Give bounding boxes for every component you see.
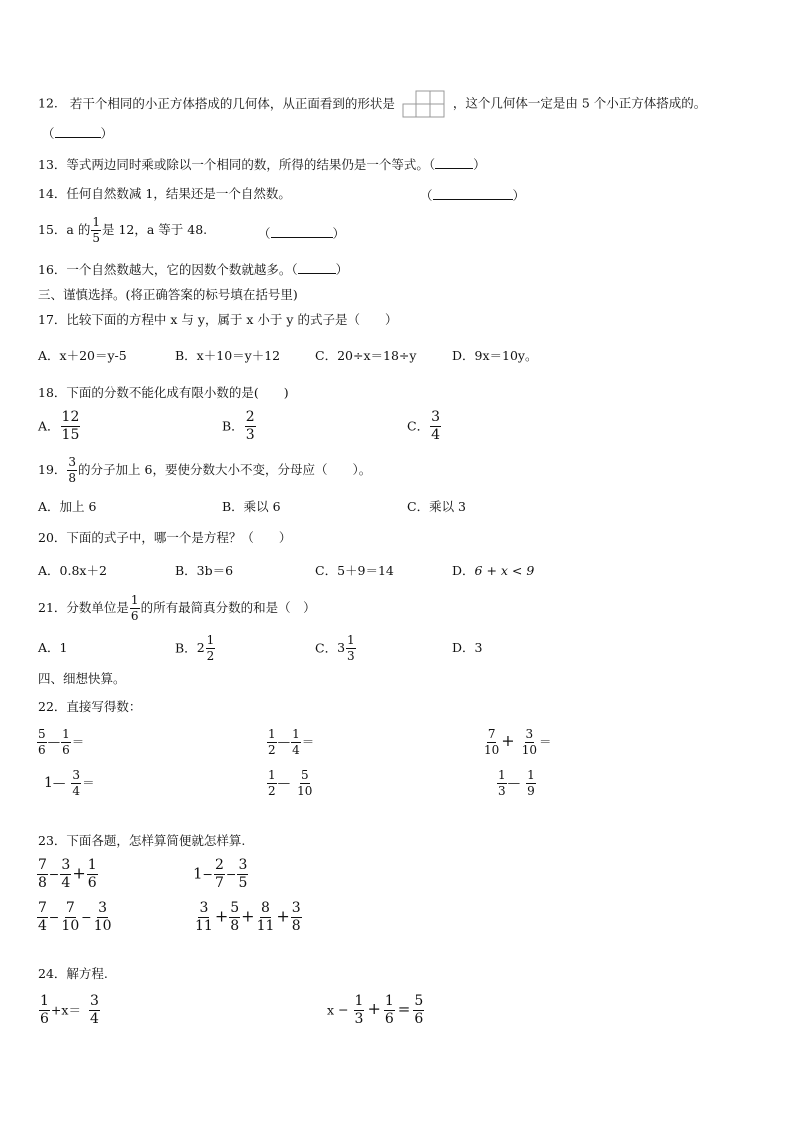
question-number: 21． bbox=[38, 600, 67, 616]
question-number: 20． bbox=[38, 530, 67, 545]
section-heading: 三、谨慎选择。(将正确答案的标号填在括号里) bbox=[38, 287, 298, 302]
expression: $\frac{1}{3}$ — $\frac{1}{9}$ bbox=[498, 768, 535, 799]
question-number: 24． bbox=[38, 966, 67, 981]
answer-blank[interactable] bbox=[271, 226, 333, 238]
question-text: 下面各题，怎样算简便就怎样算. bbox=[66, 833, 246, 848]
question-text: 解方程. bbox=[66, 966, 108, 981]
option-b[interactable]: B．x＋10＝y＋12 bbox=[175, 348, 281, 363]
question-18 bbox=[38, 387, 289, 400]
expression: $\frac{7}{10}$ + $\frac{3}{10}$ ＝ bbox=[484, 727, 552, 758]
question-17 bbox=[38, 314, 397, 327]
option-a[interactable]: A．0.8x＋2 bbox=[38, 563, 107, 578]
fraction: $\frac{1}{3}$ bbox=[347, 633, 355, 664]
answer-blank[interactable] bbox=[435, 157, 473, 169]
option-b[interactable]: B． 2 $\frac{1}{2}$ bbox=[175, 633, 215, 664]
fraction: $\frac{2}{3}$ bbox=[245, 409, 255, 444]
option-b[interactable]: B．3b＝6 bbox=[175, 563, 234, 578]
question-20 bbox=[38, 532, 291, 545]
question-text: 若干个相同的小正方体搭成的几何体，从正面看到的形状是 bbox=[69, 95, 395, 111]
question-number: 14． bbox=[38, 186, 67, 201]
option-d[interactable]: D．6 + x < 9 bbox=[452, 563, 535, 578]
expression: 1− $\frac{2}{7}$ − $\frac{3}{5}$ bbox=[193, 857, 248, 892]
question-12 bbox=[38, 90, 706, 118]
option-a[interactable]: A．1 bbox=[38, 640, 68, 655]
fraction: $\frac{1}{6}$ bbox=[130, 593, 139, 624]
expression: $\frac{1}{2}$ — $\frac{1}{4}$ ＝ bbox=[268, 727, 315, 758]
question-number: 19． bbox=[38, 462, 67, 478]
expression: $\frac{1}{2}$ — $\frac{5}{10}$ bbox=[268, 768, 313, 799]
question-number: 16． bbox=[38, 262, 67, 277]
option-b[interactable]: B．乘以 6 bbox=[222, 499, 281, 514]
expression: $\frac{7}{4}$ − $\frac{7}{10}$ − $\frac{3}{10}$ bbox=[38, 900, 112, 935]
section-heading: 四、细想快算。 bbox=[38, 671, 126, 686]
option-d[interactable]: D．9x＝10y。 bbox=[452, 348, 538, 363]
question-14 bbox=[38, 188, 291, 201]
expression: $\frac{5}{6}$ — $\frac{1}{6}$ ＝ bbox=[38, 727, 85, 758]
option-a[interactable]: A．加上 6 bbox=[38, 499, 97, 514]
option-b[interactable]: B． $\frac{2}{3}$ bbox=[222, 409, 255, 444]
question-text: 直接写得数： bbox=[66, 699, 142, 714]
question-15: 15．a 的 $\frac{1}{5}$ 是 12，a 等于 48. bbox=[38, 215, 208, 246]
fraction: $\frac{12}{15}$ bbox=[61, 409, 80, 444]
question-text: 一个自然数越大，它的因数个数就越多。（ bbox=[66, 262, 298, 277]
option-d[interactable]: D．3 bbox=[452, 640, 483, 655]
question-number: 23． bbox=[38, 833, 67, 848]
question-number: 18． bbox=[38, 385, 67, 400]
fraction: $\frac{3}{8}$ bbox=[68, 455, 77, 486]
question-text: 比较下面的方程中 x 与 y，属于 x 小于 y 的式子是（ ） bbox=[66, 312, 398, 327]
question-number: 15． bbox=[38, 222, 67, 238]
option-a[interactable]: A． $\frac{12}{15}$ bbox=[38, 409, 80, 444]
expression: $\frac{3}{11}$ + $\frac{5}{8}$ + $\frac{8}{11}$ + $\frac{3}{8}$ bbox=[195, 900, 301, 935]
question-number: 13． bbox=[38, 157, 67, 172]
question-text: 的分子加上 6，要使分数大小不变，分母应（ ）。 bbox=[78, 462, 372, 478]
option-c[interactable]: C． 3 $\frac{1}{3}$ bbox=[315, 633, 355, 664]
question-22 bbox=[38, 701, 141, 714]
equation: $\frac{1}{6}$ +x＝ $\frac{3}{4}$ bbox=[40, 993, 99, 1028]
question-12-answer: （ ） bbox=[42, 126, 114, 141]
question-number: 22． bbox=[38, 699, 67, 714]
question-text: 下面的分数不能化成有限小数的是( ) bbox=[66, 385, 289, 400]
fraction: $\frac{1}{5}$ bbox=[92, 215, 100, 246]
question-16: 16．一个自然数越大，它的因数个数就越多。（ ） bbox=[38, 262, 349, 277]
question-number: 12. bbox=[38, 95, 58, 111]
answer-blank[interactable] bbox=[298, 262, 336, 274]
option-c[interactable]: C． $\frac{3}{4}$ bbox=[407, 409, 440, 444]
question-23 bbox=[38, 835, 245, 848]
question-21: 21．分数单位是 $\frac{1}{6}$ 的所有最简真分数的和是（ ） bbox=[38, 593, 316, 624]
option-c[interactable]: C．20÷x＝18÷y bbox=[315, 348, 417, 363]
question-24 bbox=[38, 968, 108, 981]
fraction: $\frac{3}{4}$ bbox=[431, 409, 440, 444]
question-number: 17． bbox=[38, 312, 67, 327]
question-13: 13．等式两边同时乘或除以一个相同的数，所得的结果仍是一个等式。（ ） bbox=[38, 157, 486, 172]
answer-blank[interactable] bbox=[433, 188, 513, 200]
option-a[interactable]: A．x＋20＝y-5 bbox=[38, 348, 127, 363]
question-14-answer: （ ） bbox=[420, 188, 526, 203]
question-19 bbox=[38, 456, 371, 485]
front-view-figure bbox=[402, 90, 446, 118]
question-text-cont: ，这个几何体一定是由 5 个小正方体搭成的。 bbox=[452, 95, 707, 111]
question-15-answer: （ ） bbox=[258, 226, 346, 241]
answer-blank[interactable] bbox=[55, 126, 101, 138]
fraction: $\frac{1}{2}$ bbox=[206, 633, 215, 664]
option-c[interactable]: C．5＋9＝14 bbox=[315, 563, 394, 578]
expression: $\frac{7}{8}$ − $\frac{3}{4}$ + $\frac{1}{6}$ bbox=[38, 857, 97, 892]
option-c[interactable]: C．乘以 3 bbox=[407, 499, 466, 514]
question-text: 下面的式子中，哪一个是方程？（ ） bbox=[66, 530, 292, 545]
equation: x − $\frac{1}{3}$ + $\frac{1}{6}$ = $\frac{5}{6}$ bbox=[327, 993, 424, 1028]
question-text: 等式两边同时乘或除以一个相同的数，所得的结果仍是一个等式。（ bbox=[66, 157, 436, 172]
expression: 1— $\frac{3}{4}$ ＝ bbox=[44, 768, 95, 799]
question-text: 任何自然数减 1，结果还是一个自然数。 bbox=[66, 186, 291, 201]
